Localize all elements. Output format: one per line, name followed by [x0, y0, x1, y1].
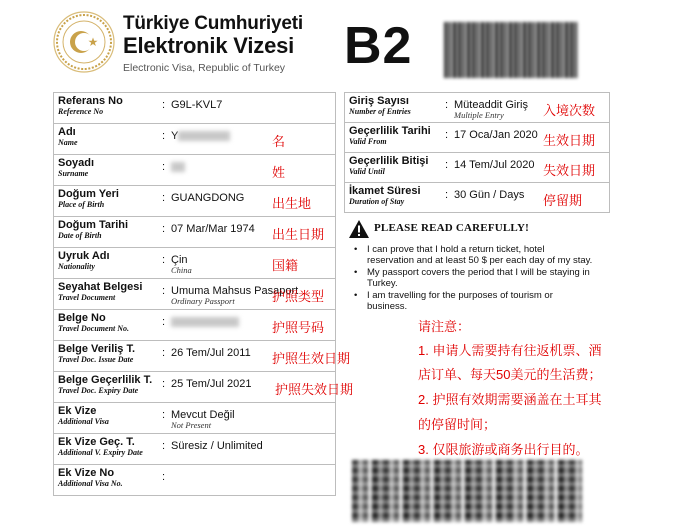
- field-label: Geçerlilik Tarihi: [349, 125, 431, 137]
- table-row: [53, 217, 336, 248]
- field-value: Umuma Mahsus Pasaport: [171, 285, 299, 297]
- chinese-annotation: 护照生效日期: [272, 351, 351, 366]
- note-line: 3. 仅限旅游或商务出行目的。: [418, 442, 589, 457]
- table-row: [344, 183, 610, 213]
- field-colon: :: [162, 254, 166, 266]
- redacted-qr-area: [352, 460, 582, 522]
- field-label: Referans No: [58, 95, 123, 107]
- field-value: 25 Tem/Jul 2021: [171, 378, 252, 390]
- field-value-sub: Not Present: [171, 420, 212, 430]
- table-row: [53, 186, 336, 217]
- field-colon: :: [162, 192, 166, 204]
- field-colon: :: [162, 99, 166, 111]
- field-sublabel: Travel Doc. Issue Date: [58, 355, 134, 364]
- field-label: İkamet Süresi: [349, 185, 421, 197]
- chinese-annotation: 入境次数: [543, 103, 596, 118]
- table-row: [344, 93, 610, 123]
- field-colon: :: [162, 223, 166, 235]
- chinese-annotation: 生效日期: [543, 133, 596, 148]
- field-value: Süresiz / Unlimited: [171, 440, 263, 452]
- field-label: Ek Vize No: [58, 467, 115, 479]
- field-label: Geçerlilik Bitişi: [349, 155, 429, 167]
- field-colon: :: [162, 471, 166, 483]
- chinese-annotation: 姓: [272, 165, 286, 180]
- field-colon: :: [162, 130, 166, 142]
- table-row: [53, 279, 336, 310]
- field-colon: :: [162, 285, 166, 297]
- table-row: [53, 155, 336, 186]
- field-label: Ek Vize: [58, 405, 97, 417]
- field-label: Seyahat Belgesi: [58, 281, 143, 293]
- table-row: [53, 310, 336, 341]
- redacted-value: [178, 131, 230, 141]
- field-colon: :: [162, 347, 166, 359]
- warning-bullet: • My passport covers the period that I will be staying in Turkey.: [354, 267, 590, 289]
- field-label: Doğum Yeri: [58, 188, 119, 200]
- chinese-annotation: 停留期: [543, 193, 583, 208]
- chinese-annotation: 名: [272, 134, 286, 149]
- field-colon: :: [445, 189, 449, 201]
- field-sublabel: Valid Until: [349, 167, 385, 176]
- document-title-line1: Türkiye Cumhuriyeti: [123, 13, 303, 34]
- table-row: [53, 93, 336, 124]
- field-value: Mevcut Değil: [171, 409, 235, 421]
- table-row: [53, 248, 336, 279]
- turkey-crescent-star-seal-icon: [52, 10, 116, 74]
- document-title-line2: Elektronik Vizesi: [123, 33, 295, 58]
- field-sublabel: Travel Doc. Expiry Date: [58, 386, 139, 395]
- field-sublabel: Name: [58, 138, 78, 147]
- field-value: 30 Gün / Days: [454, 189, 525, 201]
- table-row: [53, 341, 351, 372]
- redacted-barcode: [444, 22, 578, 78]
- field-label: Belge Veriliş T.: [58, 343, 136, 355]
- chinese-annotation: 失效日期: [543, 163, 596, 178]
- table-row: [344, 123, 610, 153]
- field-value: [171, 316, 239, 328]
- field-label: Ek Vize Geç. T.: [58, 436, 135, 448]
- document-subtitle: Electronic Visa, Republic of Turkey: [123, 62, 286, 74]
- field-label: Soyadı: [58, 157, 95, 169]
- chinese-annotation: 国籍: [272, 258, 299, 273]
- field-sublabel: Place of Birth: [58, 200, 105, 209]
- field-colon: :: [445, 99, 449, 111]
- field-sublabel: Valid From: [349, 137, 387, 146]
- warning-bullet: • I am travelling for the purposes of tourism or business.: [354, 290, 553, 312]
- field-value-sub: Ordinary Passport: [171, 296, 235, 306]
- note-line: 2. 护照有效期需要涵盖在土耳其: [418, 392, 602, 407]
- note-line: 的停留时间；: [418, 417, 497, 432]
- visa-type-code: B2: [344, 17, 413, 75]
- field-sublabel: Date of Birth: [58, 231, 102, 240]
- field-sublabel: Reference No: [58, 107, 104, 116]
- personal-info-table: [53, 92, 354, 496]
- field-value: Müteaddit Giriş: [454, 99, 528, 111]
- field-value: [171, 161, 185, 173]
- field-label: Adı: [58, 126, 76, 138]
- field-value: 26 Tem/Jul 2011: [171, 347, 251, 359]
- chinese-annotation: 护照类型: [272, 289, 325, 304]
- note-line: 店订单、每天50美元的生活费；: [418, 367, 602, 382]
- field-label: Belge Geçerlilik T.: [58, 374, 153, 386]
- field-sublabel: Additional V. Expiry Date: [58, 448, 143, 457]
- field-value-sub: China: [171, 265, 192, 275]
- field-sublabel: Additional Visa: [58, 417, 109, 426]
- table-row: [53, 124, 336, 155]
- field-value-sub: Multiple Entry: [454, 110, 504, 120]
- table-row: [53, 372, 354, 403]
- field-sublabel: Number of Entries: [349, 107, 411, 116]
- warning-bullet: • I can prove that I hold a return ticket, hotel reservation and at least 50 $ per each day of my stay.: [354, 244, 593, 266]
- notes-title: 请注意：: [418, 319, 471, 334]
- field-colon: :: [162, 161, 166, 173]
- table-row: [344, 153, 610, 183]
- visa-validity-table: [344, 92, 610, 213]
- field-label: Doğum Tarihi: [58, 219, 129, 231]
- chinese-annotation: 出生地: [272, 196, 312, 211]
- field-label: Giriş Sayısı: [349, 95, 409, 107]
- field-sublabel: Travel Document No.: [58, 324, 130, 333]
- field-label: Belge No: [58, 312, 106, 324]
- table-row: [53, 434, 336, 465]
- chinese-annotation: 护照号码: [272, 320, 325, 335]
- table-row: [53, 403, 336, 434]
- chinese-annotation: 护照失效日期: [275, 382, 354, 397]
- warning-triangle-icon: [349, 220, 369, 238]
- field-sublabel: Nationality: [58, 262, 95, 271]
- redacted-value: [171, 162, 185, 172]
- field-sublabel: Travel Document: [58, 293, 116, 302]
- field-colon: :: [445, 129, 449, 141]
- field-colon: :: [162, 316, 166, 328]
- field-value: Çin: [171, 254, 188, 266]
- field-colon: :: [162, 409, 166, 421]
- table-row: [53, 465, 336, 496]
- field-value: GUANGDONG: [171, 192, 245, 204]
- redacted-value: [171, 317, 239, 327]
- field-value: 07 Mar/Mar 1974: [171, 223, 255, 235]
- chinese-annotation: 出生日期: [272, 227, 325, 242]
- field-colon: :: [162, 378, 166, 390]
- field-label: Uyruk Adı: [58, 250, 110, 262]
- field-sublabel: Surname: [58, 169, 89, 178]
- field-sublabel: Duration of Stay: [349, 197, 405, 206]
- field-value: Y: [171, 130, 230, 142]
- warning-title: PLEASE READ CAREFULLY!: [374, 222, 529, 234]
- field-colon: :: [445, 159, 449, 171]
- note-line: 1. 申请人需要持有往返机票、酒: [418, 343, 602, 358]
- field-value: 17 Oca/Jan 2020: [454, 129, 538, 141]
- warning-bullet-list: [354, 244, 594, 313]
- field-value: G9L-KVL7: [171, 99, 223, 111]
- field-sublabel: Additional Visa No.: [58, 479, 123, 488]
- field-colon: :: [162, 440, 166, 452]
- field-value: 14 Tem/Jul 2020: [454, 159, 535, 171]
